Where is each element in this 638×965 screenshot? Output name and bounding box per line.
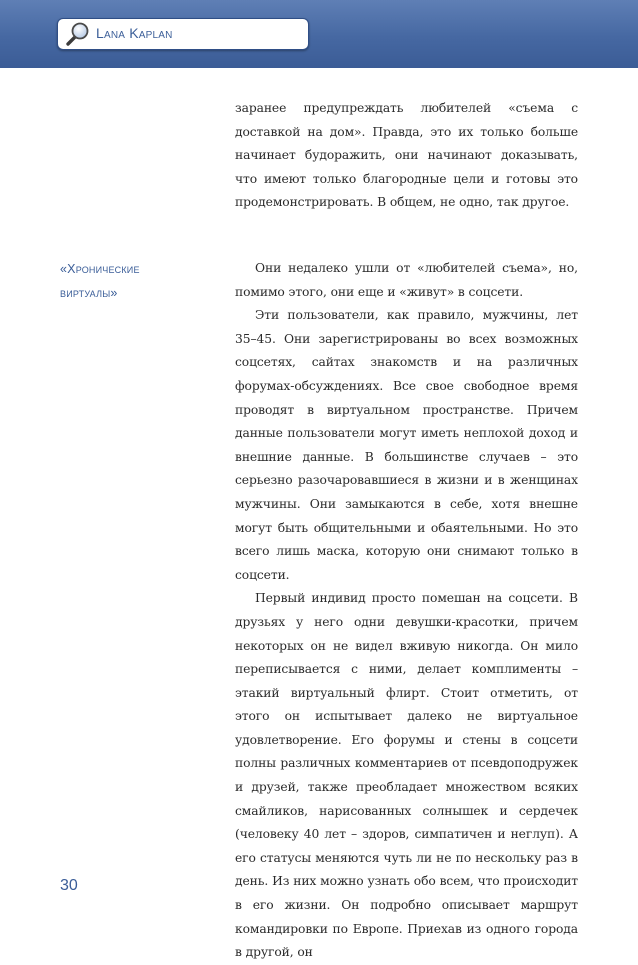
paragraph: заранее предупреждать любителей «съема с доставкой на дом». Правда, это их только больше начинает будоражить, они начинают доказывать, что имеют только благородные цели и готовы это продемонстрировать. В общем, не одно, так другое. — [235, 101, 578, 210]
section-heading — [60, 257, 190, 305]
page-number: 30 — [60, 877, 78, 894]
paragraph: Первый индивид просто помешан на соцсети. В друзьях у него одни девушки-красотки, причем некоторых он не видел вживую никогда. Он мило переписывается с ними, делает комплименты – этакий виртуальный флирт. Стоит отметить, от этого он испытывает далеко не виртуальное удовлетворение. Его форумы и стены в соцсети полны различных комментариев от псевдоподружек и друзей, также преобладает множеством всяких смайликов, нарисованных солнышек и сердечек (человеку 40 лет – здоров, симпатичен и неглуп). А его статусы меняются чуть ли не по нескольку раз в день. Из них можно узнать обо всем, что происходит в его жизни. Он подробно описывает маршрут командировки по Европе. Приехав из одного города в другой, он — [235, 591, 578, 960]
text-block-continued — [235, 97, 578, 215]
paragraph: Они недалеко ушли от «любителей съема», но, помимо этого, они еще и «живут» в соцсети. — [235, 261, 578, 299]
paragraph: Эти пользователи, как правило, мужчины, лет 35–45. Они зарегистрированы во всех возможных соцсетях, сайтах знакомств и на различных форумах-обсуждениях. Все свое свободное время проводят в виртуальном пространстве. Причем данные пользователи могут иметь неплохой доход и внешние данные. В большинстве случаев – это серьезно разочаровавшиеся в жизни и в женщинах мужчины. Они замыкаются в себе, хотя внешне могут быть общительными и обаятельными. Но это всего лишь маска, которую они снимают только в соцсети. — [235, 308, 578, 582]
author-label-box — [57, 18, 309, 50]
text-block-section — [235, 257, 578, 965]
magnifier-icon — [65, 21, 91, 47]
author-name: Lana Kaplan — [96, 25, 173, 41]
header-band — [0, 0, 638, 68]
section-heading-line: виртуалы» — [60, 286, 118, 300]
section-heading-line: «Хронические — [60, 262, 140, 276]
